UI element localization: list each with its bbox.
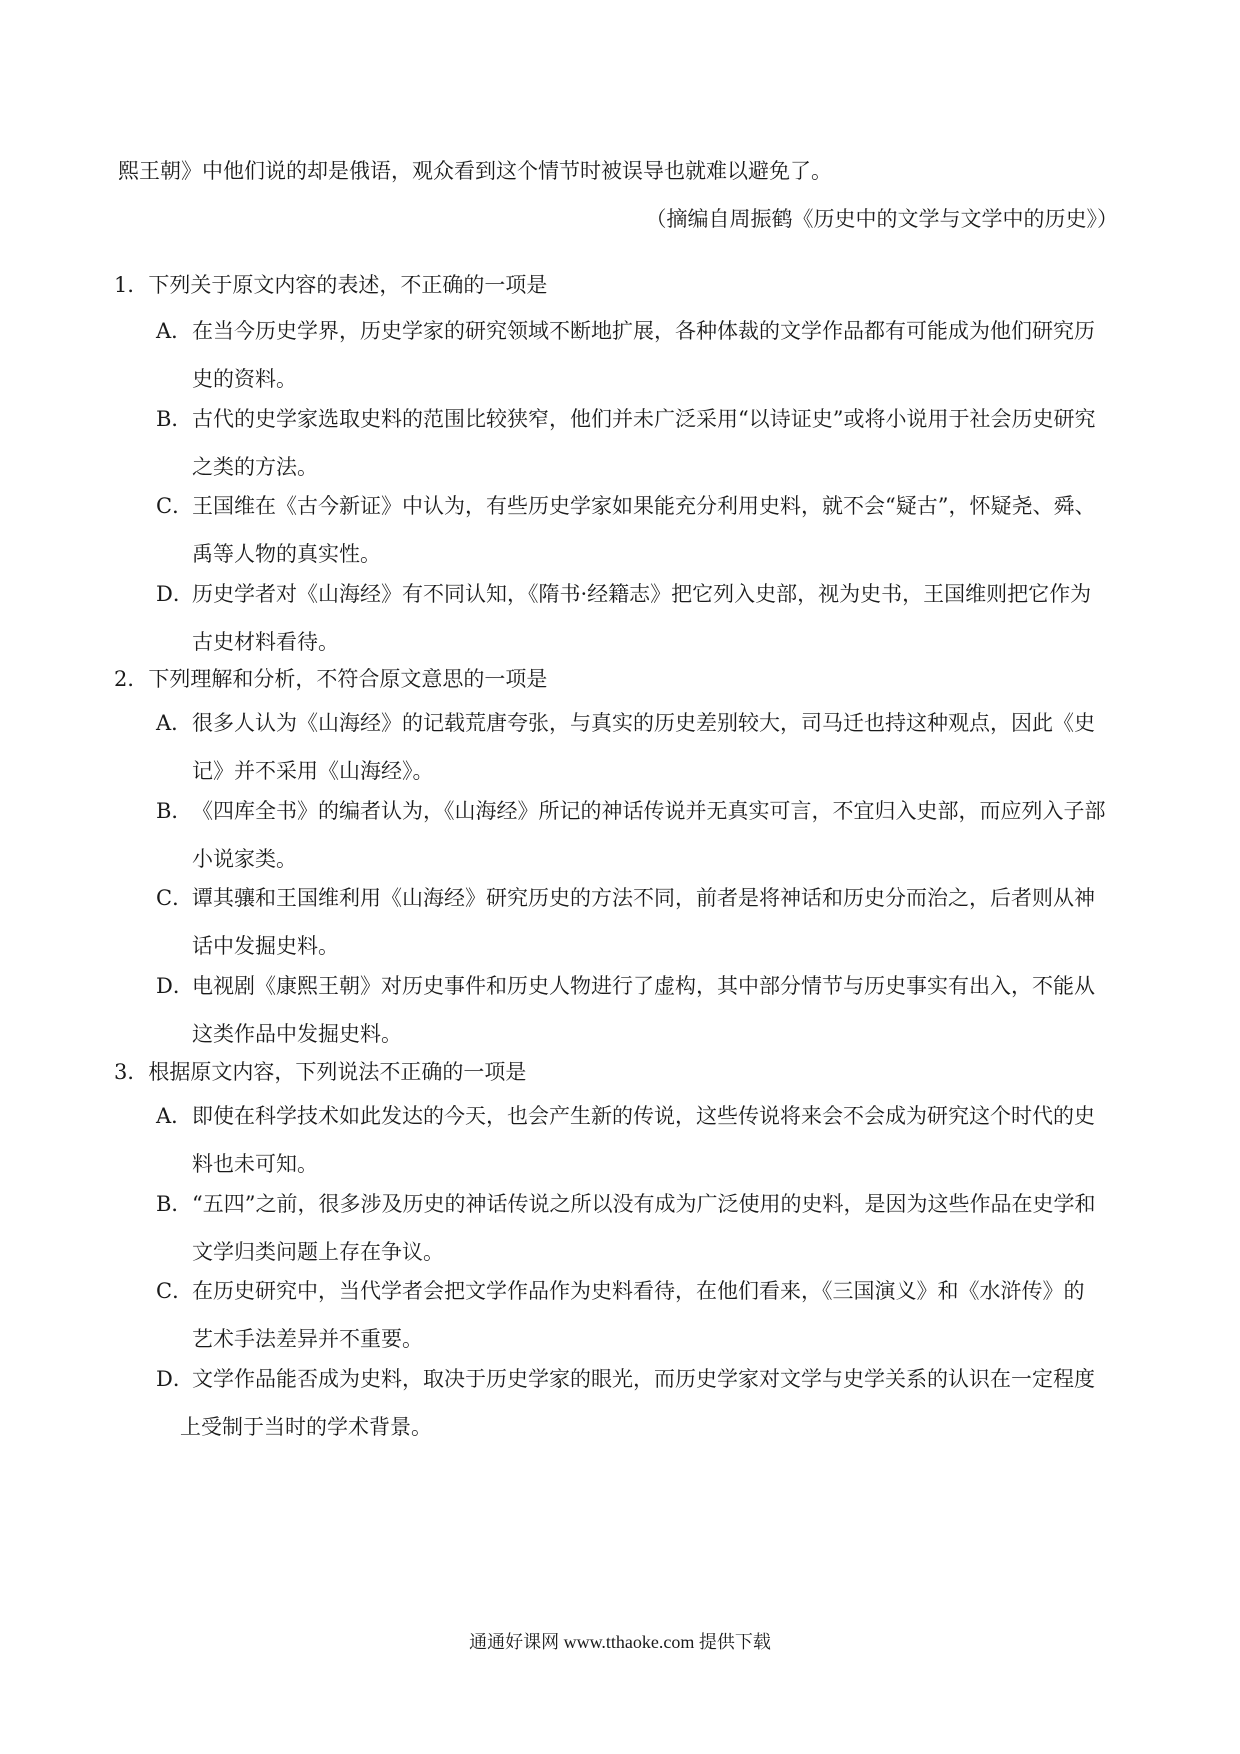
option-text: 在当今历史学界，历史学家的研究领域不断地扩展，各种体裁的文学作品都有可能成为他们研究历 (192, 319, 1095, 343)
question-3-option-d (156, 1364, 1124, 1442)
option-letter: C． (156, 1279, 194, 1303)
question-1-option-d (156, 579, 1124, 657)
option-text: 王国维在《古今新证》中认为，有些历史学家如果能充分利用史料，就不会“疑古”，怀疑尧、舜、 (192, 494, 1096, 518)
option-text-continued: 文学归类问题上存在争议。 (192, 1240, 444, 1264)
question-1-option-b (156, 404, 1124, 482)
question-3 (114, 1057, 1124, 1439)
option-text-continued: 禹等人物的真实性。 (192, 542, 381, 566)
question-1-option-c (156, 491, 1124, 569)
question-2-option-b (156, 796, 1124, 874)
option-letter: A． (156, 711, 193, 735)
option-text: 很多人认为《山海经》的记载荒唐夸张，与真实的历史差别较大，司马迁也持这种观点，因此《史 (192, 711, 1095, 735)
option-letter: C． (156, 494, 194, 518)
question-stem: 1．下列关于原文内容的表述，不正确的一项是 (114, 273, 548, 297)
question-stem: 3．根据原文内容，下列说法不正确的一项是 (114, 1060, 527, 1084)
option-letter: D． (156, 582, 194, 606)
question-1-option-a (156, 316, 1124, 394)
option-text-continued: 古史材料看待。 (192, 630, 339, 654)
option-text-continued: 料也未可知。 (192, 1152, 318, 1176)
option-letter: B． (156, 407, 193, 431)
option-text: 历史学者对《山海经》有不同认知，《隋书·经籍志》把它列入史部，视为史书，王国维则把它作为 (192, 582, 1092, 606)
question-stem: 2．下列理解和分析，不符合原文意思的一项是 (114, 667, 548, 691)
option-text: 《四库全书》的编者认为，《山海经》所记的神话传说并无真实可言，不宜归入史部，而应列入子部 (192, 799, 1106, 823)
option-text-continued: 上受制于当时的学术背景。 (180, 1415, 432, 1439)
question-2-option-a (156, 708, 1124, 786)
option-text: 古代的史学家选取史料的范围比较狭窄，他们并未广泛采用“以诗证史”或将小说用于社会历史研究 (192, 407, 1096, 431)
option-text-continued: 小说家类。 (192, 847, 297, 871)
option-letter: C． (156, 886, 194, 910)
option-letter: A． (156, 319, 193, 343)
option-text-continued: 话中发掘史料。 (192, 934, 339, 958)
option-letter: D． (156, 1367, 194, 1391)
option-text: 谭其骧和王国维利用《山海经》研究历史的方法不同，前者是将神话和历史分而治之，后者则从神 (192, 886, 1095, 910)
option-text: 文学作品能否成为史料，取决于历史学家的眼光，而历史学家对文学与史学关系的认识在一定程度 (192, 1367, 1095, 1391)
option-text: 电视剧《康熙王朝》对历史事件和历史人物进行了虚构，其中部分情节与历史事实有出入，不能从 (192, 974, 1095, 998)
question-1 (114, 270, 1124, 654)
passage-continuation: 熙王朝》中他们说的却是俄语，观众看到这个情节时被误导也就难以避免了。 (118, 159, 832, 183)
option-letter: B． (156, 799, 193, 823)
option-text-continued: 这类作品中发掘史料。 (192, 1022, 402, 1046)
option-text: 在历史研究中，当代学者会把文学作品作为史料看待，在他们看来，《三国演义》和《水浒传》的 (192, 1279, 1085, 1303)
option-text-continued: 之类的方法。 (192, 455, 318, 479)
option-letter: B． (156, 1192, 193, 1216)
passage-citation: （摘编自周振鹤《历史中的文学与文学中的历史》） (645, 207, 1118, 231)
page-footer: 通通好课网 www.tthaoke.com 提供下载 (469, 1632, 771, 1652)
option-text-continued: 记》并不采用《山海经》。 (192, 759, 434, 783)
question-3-option-a (156, 1101, 1124, 1179)
question-3-option-b (156, 1189, 1124, 1267)
question-2-option-c (156, 883, 1124, 961)
option-text: “五四”之前，很多涉及历史的神话传说之所以没有成为广泛使用的史料，是因为这些作品在史学和 (192, 1192, 1096, 1216)
question-2 (114, 664, 1124, 1046)
option-text-continued: 艺术手法差异并不重要。 (192, 1327, 423, 1351)
option-text: 即使在科学技术如此发达的今天，也会产生新的传说，这些传说将来会不会成为研究这个时代的史 (192, 1104, 1095, 1128)
option-letter: D． (156, 974, 194, 998)
question-2-option-d (156, 971, 1124, 1049)
question-3-option-c (156, 1276, 1124, 1354)
option-letter: A． (156, 1104, 193, 1128)
option-text-continued: 史的资料。 (192, 367, 297, 391)
